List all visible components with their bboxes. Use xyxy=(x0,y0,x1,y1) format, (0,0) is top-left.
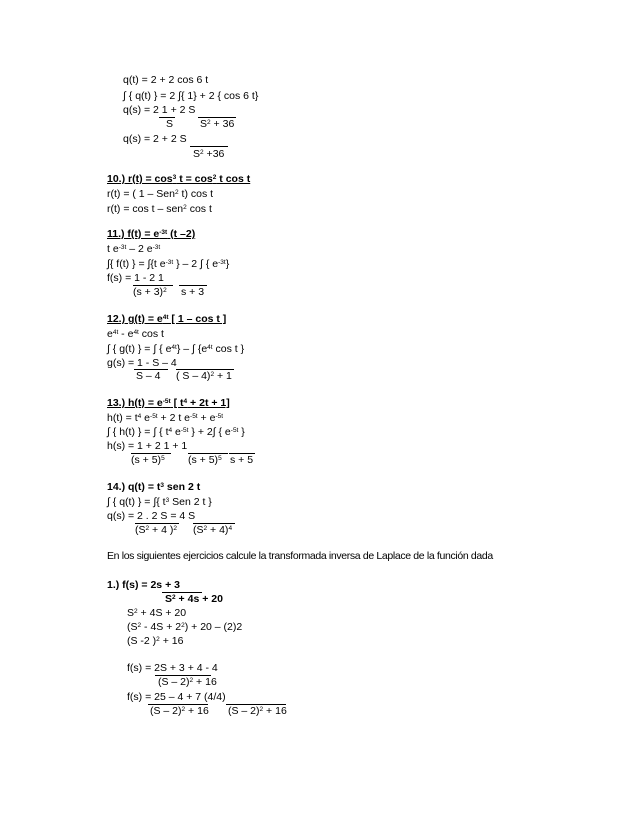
ex14-line-1: ∫ { q(t) } = ∫{ $t^3$ Sen 2 t } xyxy=(107,496,212,508)
ex14-line-2: q(s) = 2 . 2 S = 4 S xyxy=(107,510,196,522)
inv1-line-5: (S – 2)$^2$ + 16 xyxy=(158,676,217,688)
instruction-text: En los siguientes ejercicios calcule la transformada inversa de Laplace de la función dada xyxy=(107,550,493,562)
ex13-den-3: s + 5 xyxy=(230,454,254,466)
ex13-line-2: ∫ { h(t) } = ∫ { $t^4$ $e^{-5t}$ } + 2∫ { $e^{-5t}$ } xyxy=(107,426,245,438)
fraction-bar xyxy=(190,146,228,147)
ex13-den-2: $(s + 5)^5$ xyxy=(188,454,222,466)
ex11-line-2: ∫{ f(t) } = ∫{t $e^{-3t}$ } – 2 ∫ { $e^{-3t}$} xyxy=(107,258,230,270)
q-line-4: q(s) = 2 + 2 S xyxy=(123,133,187,145)
inv1-title: 1.) f(s) = 2s + 3 xyxy=(107,579,180,591)
ex12-den-2: ( S – 4)$^2$ + 1 xyxy=(176,370,232,382)
q-line-3-den2: $S^2 + 36$ xyxy=(200,118,235,130)
ex14-title: 14.) $q(t) = t^3$ sen 2 t xyxy=(107,481,201,493)
ex12-den-1: S – 4 xyxy=(136,370,161,382)
inv1-line-1: $S^2 + 4S + 20$ xyxy=(127,607,187,619)
q-line-4-den: $S^2 +36$ xyxy=(193,148,225,160)
ex11-den-1: $(s + 3)^2$ xyxy=(133,286,167,298)
ex10-line-1: r(t) = ( 1 – Sen$^2$ t) cos t xyxy=(107,188,214,200)
inv1-title-den: $S^2 + 4s + 20$ xyxy=(165,593,223,605)
q-line-2: ∫ { q(t) } = 2 ∫{ 1} + 2 { cos 6 t} xyxy=(123,90,259,102)
ex13-line-1: $h(t) = t^4$ $e^{-5t} + 2$ t $e^{-5t} + e^{-5t}$ xyxy=(107,412,224,424)
ex12-line-1: $e^{4t} - e^{4t}$ cos t xyxy=(107,328,164,340)
ex13-line-3: h(s) = 1 + 2 1 + 1 xyxy=(107,440,188,452)
ex12-line-3: g(s) = 1 - S – 4 xyxy=(107,357,177,369)
ex13-title: 13.) $h(t) = e^{-5t}$ [ $t^4 + 2t + 1$] xyxy=(107,397,230,409)
ex11-line-1: t $e^{-3t} - 2$ $e^{-3t}$ xyxy=(107,243,161,255)
inv1-den-1: (S – 2)$^2$ + 16 xyxy=(150,705,209,717)
inv1-line-2: $(S^2 - 4S + 2^2) + 20 - (2)2$ xyxy=(127,621,243,633)
inv1-den-2: (S – 2)$^2$ + 16 xyxy=(228,705,287,717)
q-line-3: q(s) = 2 1 + 2 S xyxy=(123,104,196,116)
ex10-line-2: r(t) = cos t – sen$^2$ cos t xyxy=(107,203,212,215)
ex14-den-2: $(S^2 + 4)^4$ xyxy=(193,524,233,536)
q-line-1: q(t) = 2 + 2 cos 6 t xyxy=(123,74,209,86)
ex12-title: 12.) $g(t) = e^{4t}$ [ 1 – cos t ] xyxy=(107,313,227,325)
ex12-line-2: ∫ { g(t) } = ∫ { $e^{4t}$} – ∫ {$e^{4t}$ cos t } xyxy=(107,343,245,355)
ex11-title: 11.) $f(t) = e^{-3t}$ (t –2) xyxy=(107,228,196,240)
ex10-title: 10.) $r(t) = \cos^3 t = \cos^2 t$ cos t xyxy=(107,173,251,185)
q-line-3-den: S xyxy=(166,118,174,130)
ex13-den-1: $(s + 5)^5$ xyxy=(131,454,165,466)
ex11-line-3: f(s) = 1 - 2 1 xyxy=(107,272,164,284)
inv1-line-4: f(s) = 2S + 3 + 4 - 4 xyxy=(127,662,218,674)
inv1-line-3: (S -2 )$^2$ + 16 xyxy=(127,635,184,647)
ex11-den-2: s + 3 xyxy=(181,286,205,298)
inv1-line-6: f(s) = 25 – 4 + 7 (4/4) xyxy=(127,691,226,703)
ex14-den-1: ($S^2 + 4$ )$^2$ xyxy=(135,524,177,536)
